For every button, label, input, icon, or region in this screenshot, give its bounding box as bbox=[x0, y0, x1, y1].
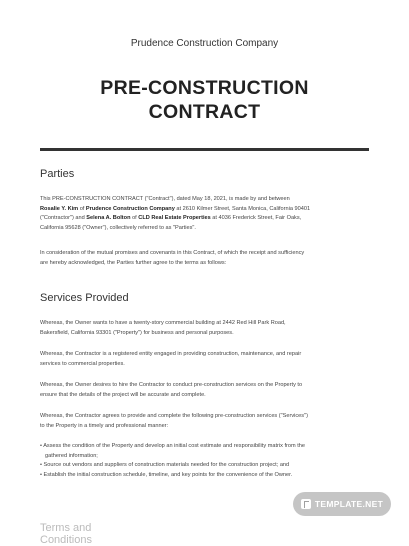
section-heading-services: Services Provided bbox=[40, 292, 129, 304]
template-logo-icon bbox=[301, 499, 311, 509]
section-heading-parties: Parties bbox=[40, 168, 75, 180]
whereas-clause-4 bbox=[40, 412, 370, 431]
contractor-address: at 2610 Kilmer Street, Santa Monica, California 90401 bbox=[174, 205, 311, 212]
text-span: ("Contractor") and bbox=[40, 215, 87, 222]
title-line-1: PRE-CONSTRUCTION bbox=[100, 77, 309, 99]
text-line: are hereby acknowledged, the Parties further agree to the terms as follows: bbox=[40, 259, 227, 266]
services-list bbox=[40, 442, 370, 480]
text-line: Whereas, the Contractor agrees to provide and complete the following pre-construction services ("Services") bbox=[40, 413, 308, 419]
text-span: of bbox=[78, 205, 86, 212]
title-line-2: CONTRACT bbox=[148, 101, 261, 123]
whereas-clause-3 bbox=[40, 381, 370, 400]
text-line: Bakersfield, California 93301 ("Property") for business and personal purposes. bbox=[40, 329, 234, 336]
parties-paragraph-1 bbox=[40, 195, 370, 233]
text-line: In consideration of the mutual promises and covenants in this Contract, of which the receipt and sufficiency bbox=[40, 250, 305, 256]
text-line: Whereas, the Owner desires to hire the Contractor to conduct pre-construction services on the Property to bbox=[40, 382, 303, 388]
text-line: gathered information; bbox=[45, 452, 98, 459]
company-name: Prudence Construction Company bbox=[130, 38, 279, 49]
title-divider bbox=[40, 148, 369, 151]
text-line: services to commercial properties. bbox=[40, 360, 125, 367]
text-line bbox=[40, 214, 370, 224]
document-title bbox=[0, 76, 409, 124]
owner-address: at 4036 Frederick Street, Fair Oaks, bbox=[210, 215, 302, 222]
text-line: This PRE-CONSTRUCTION CONTRACT ("Contract"), dated May 18, 2021, is made by and between bbox=[40, 196, 290, 202]
text-line: Whereas, the Contractor is a registered entity engaged in providing construction, maintenance, and repair bbox=[40, 351, 302, 357]
owner-name: Selena A. Bolton bbox=[86, 215, 131, 222]
parties-paragraph-2 bbox=[40, 249, 370, 268]
text-line: • Assess the condition of the Property and develop an initial cost estimate and responsibility matrix from the bbox=[40, 443, 306, 449]
text-line: to the Property in a timely and professional manner: bbox=[40, 422, 169, 429]
whereas-clause-1 bbox=[40, 319, 370, 338]
text-line: ensure that the details of the project will be accurate and complete. bbox=[40, 391, 206, 398]
owner-company: CLD Real Estate Properties bbox=[138, 215, 211, 222]
list-item: • Establish the initial construction schedule, timeline, and key points for the convenience of the Owner. bbox=[40, 471, 293, 478]
text-line: California 95628 ("Owner"), collectively referred to as "Parties". bbox=[40, 224, 196, 231]
text-span: of bbox=[130, 215, 139, 222]
next-section-heading-cut: Terms and Conditions bbox=[40, 522, 92, 546]
list-item: • Source out vendors and suppliers of construction materials needed for the construction project; and bbox=[40, 462, 290, 469]
contractor-company: Prudence Construction Company bbox=[85, 205, 175, 212]
text-line bbox=[40, 205, 370, 215]
whereas-clause-2 bbox=[40, 350, 370, 369]
template-watermark bbox=[293, 492, 391, 516]
list-item bbox=[40, 442, 370, 461]
contractor-name: Rosalie Y. Kim bbox=[40, 205, 79, 212]
watermark-text: TEMPLATE.NET bbox=[314, 499, 384, 509]
text-line: Whereas, the Owner wants to have a twenty-story commercial building at 2442 Red Hill Park Road, bbox=[40, 320, 286, 326]
